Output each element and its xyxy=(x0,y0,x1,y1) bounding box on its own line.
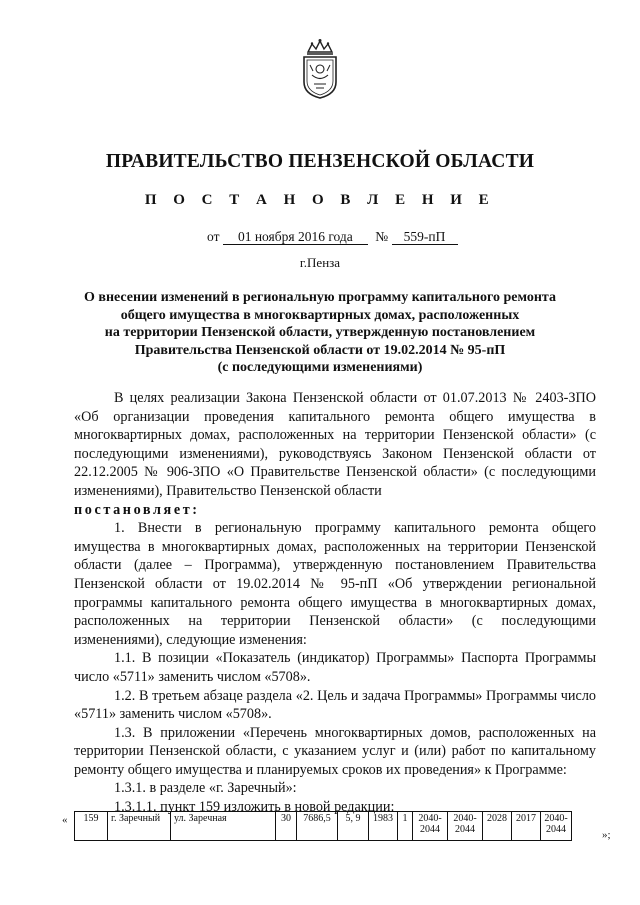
table-cell: 1983 xyxy=(369,812,398,841)
table-cell: 7686,5 xyxy=(297,812,338,841)
heading-line: на территории Пензенской области, утвержденную постановлением xyxy=(104,325,536,340)
program-table xyxy=(74,811,572,841)
paragraph-1-3-1: 1.3.1. в разделе «г. Заречный»: xyxy=(114,780,297,797)
intro-paragraph xyxy=(74,389,596,501)
table-cell: 30 xyxy=(276,812,297,841)
document-heading xyxy=(70,289,570,377)
table-cell: 2040-2044 xyxy=(541,812,572,841)
heading-line: общего имущества в многоквартирных домах, расположенных xyxy=(120,307,520,323)
date-number-line xyxy=(207,229,458,245)
table-cell: ул. Заречная xyxy=(171,812,276,841)
paragraph-1-1: 1.1. В позиции «Показатель (индикатор) Программы» Паспорта Программы число «5711» заменить числом «5708». xyxy=(74,650,596,685)
table-cell: г. Заречный xyxy=(108,812,171,841)
heading-line: О внесении изменений в региональную программу капитального ремонта xyxy=(84,290,556,305)
table-row xyxy=(75,812,572,841)
paragraph-1-2: 1.2. В третьем абзаце раздела «2. Цель и задача Программы» Программы число «5711» заменить числом «5708». xyxy=(74,687,596,723)
document-number: 559-пП xyxy=(392,229,458,245)
table-cell: 1 xyxy=(398,812,413,841)
paragraph-1-3: 1.3. В приложении «Перечень многоквартирных домов, расположенных на территории Пензенской области, с указанием услуг и (или) работ по капитальному ремонту общего имущества и планируемых сроков их проведения» к Программе: xyxy=(74,724,596,778)
date-prefix: от xyxy=(207,229,220,244)
city: г.Пенза xyxy=(299,255,341,270)
coat-of-arms-icon xyxy=(298,38,342,100)
document-date: 01 ноября 2016 года xyxy=(223,229,368,245)
table-cell: 5, 9 xyxy=(338,812,369,841)
table-cell: 2017 xyxy=(512,812,541,841)
paragraph-1: 1. Внести в региональную программу капитального ремонта общего имущества в многоквартирных домах, расположенных на территории Пензенской области (далее – Программа), утвержденную постановлением Правительства Пензенской области от 19.02.2014 № 95-пП «Об утверждении региональной программы капитального ремонта общего имущества в многоквартирных домах, расположенных на территории Пензенской области» (с последующими изменениями), следующие изменения: xyxy=(74,520,596,648)
heading-line: (с последующими изменениями) xyxy=(217,360,423,375)
document-type: П О С Т А Н О В Л Е Н И Е xyxy=(144,192,496,208)
paragraph-1-3-1-1: 1.3.1.1. пункт 159 изложить в новой редакции: xyxy=(114,799,395,816)
number-prefix: № xyxy=(375,229,389,244)
table-quote-open: « xyxy=(62,814,68,826)
table-cell: 159 xyxy=(75,812,108,841)
table-quote-close: »; xyxy=(602,829,611,841)
table-cell: 2040-2044 xyxy=(448,812,483,841)
decree-line xyxy=(74,501,596,520)
intro-text: В целях реализации Закона Пензенской области от 01.07.2013 № 2403-ЗПО «Об организации проведения капитального ремонта общего имущества в многоквартирных домах, расположенных на территории Пензенской области» (с последующими изменениями), руководствуясь Законом Пензенской области от 22.12.2005 № 906-ЗПО «О Правительстве Пензенской области» (с последующими изменениями), Правительство Пензенской области xyxy=(74,390,596,499)
document-body xyxy=(74,389,596,817)
table-cell: 2040-2044 xyxy=(413,812,448,841)
decree-word: постановляет: xyxy=(74,501,200,518)
heading-line: Правительства Пензенской области от 19.02.2014 № 95-пП xyxy=(134,342,506,358)
table-cell: 2028 xyxy=(483,812,512,841)
government-title: ПРАВИТЕЛЬСТВО ПЕНЗЕНСКОЙ ОБЛАСТИ xyxy=(105,151,535,172)
